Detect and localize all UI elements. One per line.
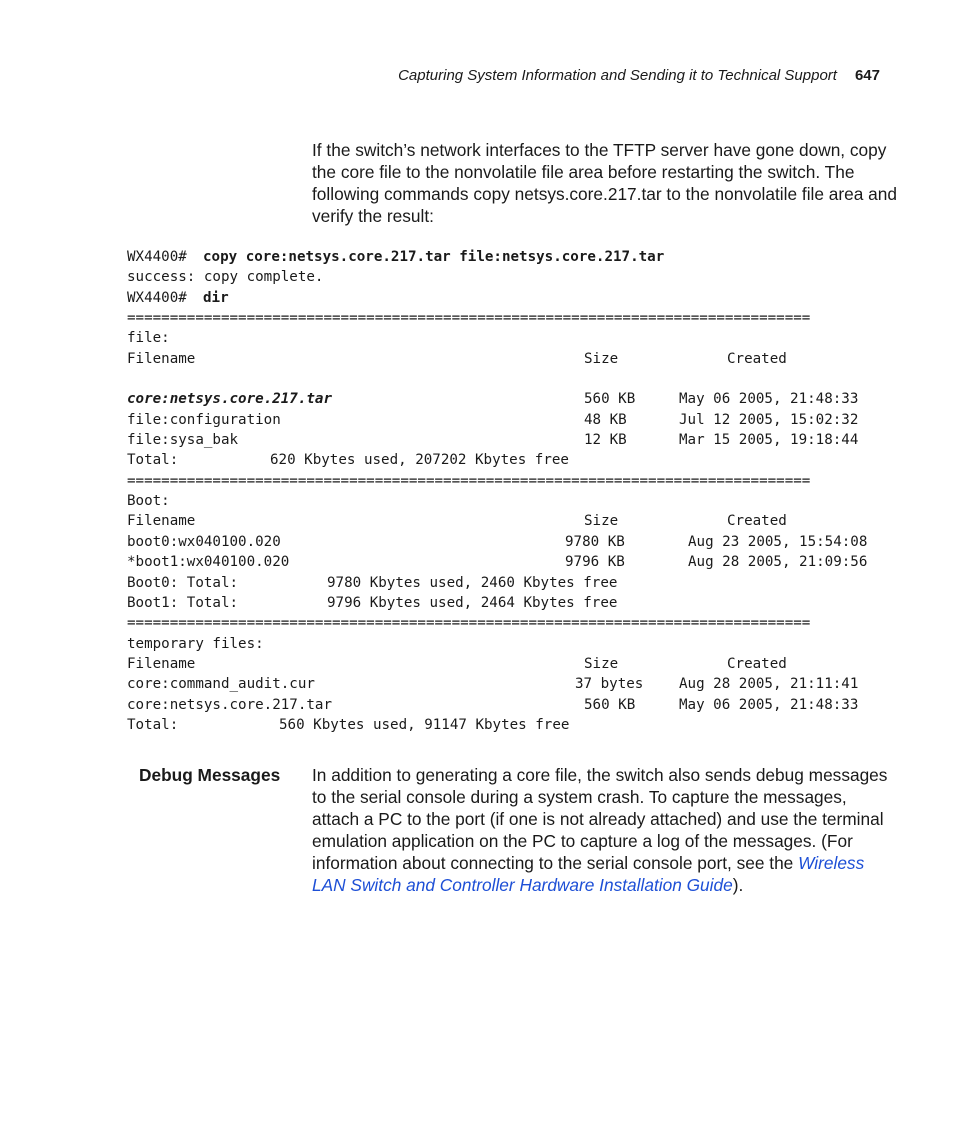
file-section-header: [127, 349, 879, 369]
size-header: Size: [584, 350, 619, 367]
total-label: Boot0: Total:: [127, 574, 239, 591]
created-header: Created: [727, 655, 787, 672]
total-label: Boot1: Total:: [127, 594, 239, 611]
separator-rule: ================================================================================: [127, 310, 811, 327]
file-row: [127, 430, 879, 450]
file-row: [127, 410, 879, 430]
debug-messages-heading: Debug Messages: [139, 765, 281, 785]
boot0-total-line: [127, 573, 879, 593]
temp-row: [127, 674, 879, 694]
filename-header: Filename: [127, 350, 196, 367]
total-label: Total:: [127, 452, 179, 469]
file-size: 9780 KB: [565, 533, 625, 550]
file-row: [127, 389, 879, 409]
command-line-dir: [127, 288, 879, 308]
file-size: 12 KB: [584, 432, 627, 449]
file-created: Jul 12 2005, 15:02:32: [679, 411, 859, 428]
file-name: boot0:wx040100.020: [127, 533, 281, 550]
temp-section-label: temporary files:: [127, 635, 264, 652]
running-header: [398, 67, 880, 84]
copy-result-line: [127, 267, 879, 287]
file-created: May 06 2005, 21:48:33: [679, 696, 859, 713]
cli-prompt: WX4400#: [127, 249, 187, 265]
intro-paragraph: If the switch’s network interfaces to the TFTP server have gone down, copy the core file to the nonvolatile file area before restarting the switch. The following commands copy netsys.core.217.tar to the nonvolatile file area and verify the result:: [312, 140, 898, 226]
hardware-guide-link[interactable]: Wireless LAN Switch and Controller Hardware Installation Guide: [312, 853, 865, 895]
file-size: 560 KB: [584, 391, 636, 408]
debug-text-before: In addition to generating a core file, the switch also sends debug messages to the serial console during a system crash. To capture the messages, attach a PC to the port (if one is not already attached) and use the terminal emulation application on the PC to capture a log of the messages. (For information about connecting to the serial console port, see the: [312, 765, 888, 873]
file-created: Aug 23 2005, 15:54:08: [688, 533, 868, 550]
temp-total-line: [127, 715, 879, 735]
file-total-line: [127, 450, 879, 470]
file-size: 37 bytes: [575, 676, 644, 693]
boot-section-label: Boot:: [127, 493, 170, 510]
page-number: 647: [854, 67, 880, 84]
cli-prompt: WX4400#: [127, 289, 187, 306]
copy-command: copy core:netsys.core.217.tar file:netsys.core.217.tar: [203, 249, 665, 265]
cli-output-block: [127, 247, 879, 735]
file-size: 560 KB: [584, 696, 636, 713]
file-created: Aug 28 2005, 21:11:41: [679, 676, 859, 693]
boot-row: [127, 552, 879, 572]
blank-line: [127, 369, 879, 389]
created-header: Created: [727, 350, 787, 367]
file-created: Mar 15 2005, 19:18:44: [679, 432, 859, 449]
temp-row: [127, 695, 879, 715]
size-header: Size: [584, 655, 619, 672]
file-section-label: file:: [127, 330, 170, 347]
dir-command: dir: [203, 289, 229, 306]
boot1-total-line: [127, 593, 879, 613]
boot-row: [127, 532, 879, 552]
file-size: 9796 KB: [565, 554, 625, 571]
running-header-title: Capturing System Information and Sending it to Technical Support: [398, 67, 837, 84]
file-size: 48 KB: [584, 411, 627, 428]
temp-section-header: [127, 654, 879, 674]
copy-result: success: copy complete.: [127, 269, 324, 286]
filename-header: Filename: [127, 655, 196, 672]
separator-rule: ================================================================================: [127, 472, 811, 489]
file-name: file:sysa_bak: [127, 432, 239, 449]
file-name: core:command_audit.cur: [127, 676, 315, 693]
file-name: file:configuration: [127, 411, 281, 428]
total-value: 620 Kbytes used, 207202 Kbytes free: [270, 452, 569, 469]
file-created: May 06 2005, 21:48:33: [679, 391, 859, 408]
total-label: Total:: [127, 716, 179, 733]
debug-paragraph: [312, 764, 898, 896]
debug-text-after: ).: [732, 875, 744, 895]
separator-rule: ================================================================================: [127, 615, 811, 632]
total-value: 560 Kbytes used, 91147 Kbytes free: [279, 716, 570, 733]
command-line-copy: [127, 247, 879, 267]
file-name: core:netsys.core.217.tar: [127, 391, 332, 408]
size-header: Size: [584, 513, 619, 530]
filename-header: Filename: [127, 513, 196, 530]
boot-section-header: [127, 511, 879, 531]
created-header: Created: [727, 513, 787, 530]
total-value: 9780 Kbytes used, 2460 Kbytes free: [327, 574, 618, 591]
file-created: Aug 28 2005, 21:09:56: [688, 554, 868, 571]
file-name: core:netsys.core.217.tar: [127, 696, 332, 713]
file-name: *boot1:wx040100.020: [127, 554, 290, 571]
total-value: 9796 Kbytes used, 2464 Kbytes free: [327, 594, 618, 611]
